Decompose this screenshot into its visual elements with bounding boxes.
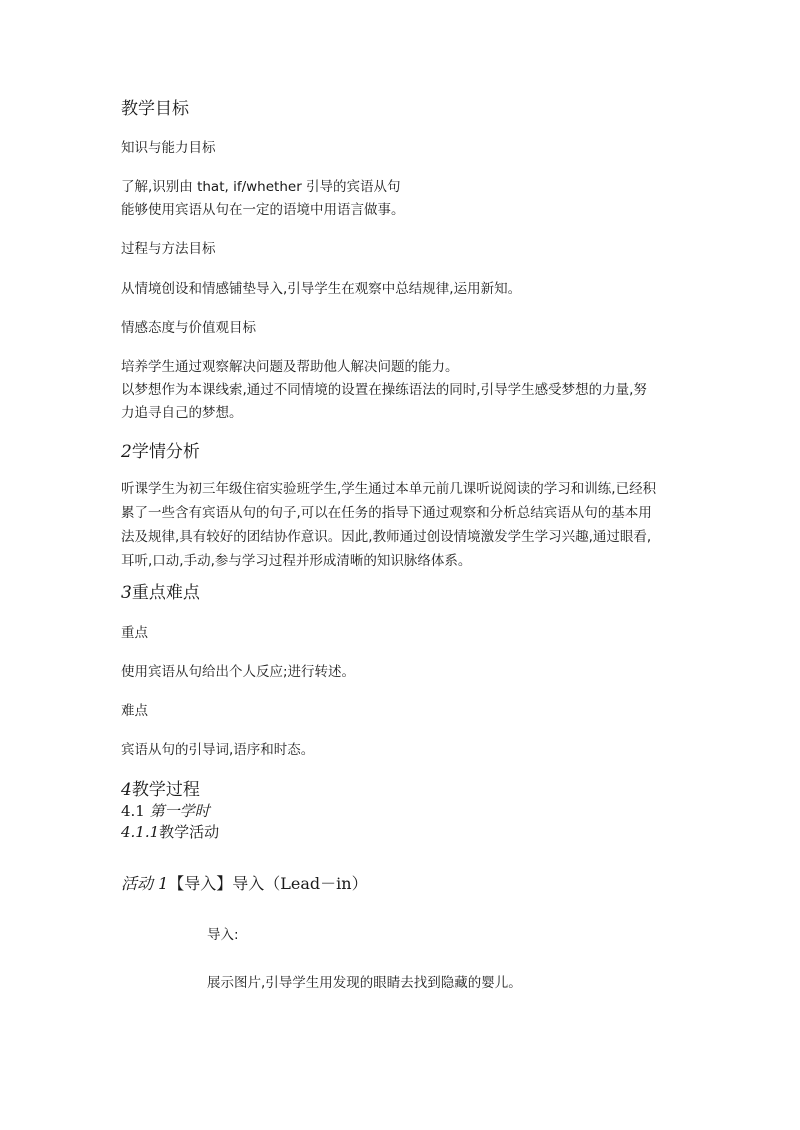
subsection-heading-2 [121, 822, 219, 843]
focus-text: 使用宾语从句给出个人反应;进行转述。 [121, 664, 356, 680]
emotion-line-3: 力追寻自己的梦想。 [121, 405, 243, 421]
activity-label: 活动 1 [121, 874, 169, 893]
focus-heading: 重点 [121, 625, 148, 641]
section-number: 3 [121, 583, 132, 603]
knowledge-heading: 知识与能力目标 [121, 140, 216, 156]
knowledge-line-1: 了解,识别由 that, if/whether 引导的宾语从句 [121, 179, 401, 195]
process-heading: 过程与方法目标 [121, 241, 216, 257]
difficulty-heading: 难点 [121, 703, 148, 719]
subsection-number: 4.1 [121, 802, 145, 820]
emotion-line-2: 以梦想作为本课线索,通过不同情境的设置在操练语法的同时,引导学生感受梦想的力量,努 [121, 382, 647, 398]
section-heading-process [121, 778, 200, 802]
section-number: 4 [121, 780, 132, 800]
section-title: 教学过程 [131, 780, 200, 800]
analysis-line-1: 听课学生为初三年级住宿实验班学生,学生通过本单元前几课听说阅读的学习和训练,已经积 [121, 481, 657, 497]
intro-text: 展示图片,引导学生用发现的眼睛去找到隐藏的婴儿。 [207, 975, 522, 991]
subsection-heading-1 [121, 801, 210, 822]
section-title: 重点难点 [131, 583, 200, 603]
intro-label: 导入: [207, 927, 239, 943]
objectives-title: 教学目标 [121, 99, 189, 119]
emotion-heading: 情感态度与价值观目标 [121, 320, 256, 336]
activity-title: 【导入】导入（Lead－in） [168, 874, 368, 893]
subsection-number: 4.1.1 [121, 823, 160, 841]
difficulty-text: 宾语从句的引导词,语序和时态。 [121, 742, 315, 758]
section-number: 2 [121, 442, 132, 462]
emotion-line-1: 培养学生通过观察解决问题及帮助他人解决问题的能力。 [121, 359, 459, 375]
process-text: 从情境创设和情感铺垫导入,引导学生在观察中总结规律,运用新知。 [121, 281, 522, 297]
knowledge-line-2: 能够使用宾语从句在一定的语境中用语言做事。 [121, 202, 405, 218]
analysis-line-4: 耳听,口动,手动,参与学习过程并形成清晰的知识脉络体系。 [121, 553, 472, 569]
subsection-title: 第一学时 [149, 802, 210, 820]
analysis-line-3: 法及规律,具有较好的团结协作意识。因此,教师通过创设情境激发学生学习兴趣,通过眼看, [121, 529, 652, 545]
section-heading-key-points [121, 581, 200, 605]
analysis-line-2: 累了一些含有宾语从句的句子,可以在任务的指导下通过观察和分析总结宾语从句的基本用 [121, 505, 652, 521]
section-title: 学情分析 [131, 442, 200, 462]
activity-heading [121, 873, 368, 895]
section-heading-analysis [121, 440, 200, 464]
subsection-title: 教学活动 [159, 823, 220, 841]
